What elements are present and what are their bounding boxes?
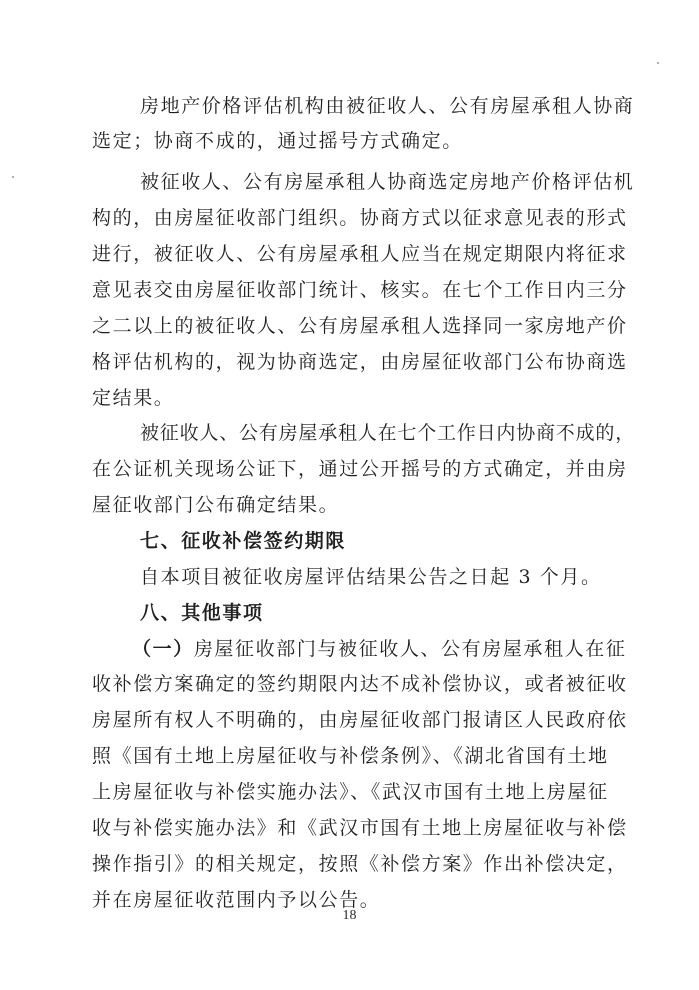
text-line: 意见表交由房屋征收部门统计、核实。在七个工作日内三分 bbox=[92, 279, 628, 301]
text-line: 照《国有土地上房屋征收与补偿条例》、《湖北省国有土地 bbox=[92, 745, 609, 767]
text-line: 上房屋征收与补偿实施办法》、《武汉市国有土地上房屋征 bbox=[92, 781, 609, 803]
text-line: 在公证机关现场公证下，通过公开摇号的方式确定，并由房 bbox=[92, 458, 628, 480]
text-line: 收与补偿实施办法》和《武汉市国有土地上房屋征收与补偿 bbox=[92, 817, 628, 839]
text-line: 之二以上的被征收人、公有房屋承租人选择同一家房地产价 bbox=[92, 315, 628, 337]
text-line: 并在房屋征收范围内予以公告。 bbox=[92, 889, 381, 911]
text-line: 收补偿方案确定的签约期限内达不成补偿协议，或者被征收 bbox=[92, 673, 628, 695]
text-line: 自本项目被征收房屋评估结果公告之日起 3 个月。 bbox=[140, 566, 602, 588]
text-line: 被征收人、公有房屋承租人协商选定房地产价格评估机 bbox=[140, 171, 635, 193]
text-line: 被征收人、公有房屋承租人在七个工作日内协商不成的， bbox=[140, 422, 636, 444]
text-line: 选定；协商不成的，通过摇号方式确定。 bbox=[92, 130, 463, 152]
scan-speck bbox=[657, 62, 659, 64]
text-line: 操作指引》的相关规定，按照《补偿方案》作出补偿决定， bbox=[92, 853, 628, 875]
item-text: 房屋征收部门与被征收人、公有房屋承租人在征 bbox=[193, 638, 627, 660]
text-line: 格评估机构的，视为协商选定，由房屋征收部门公布协商选 bbox=[92, 351, 628, 373]
text-line: 进行，被征收人、公有房屋承租人应当在规定期限内将征求 bbox=[92, 243, 628, 265]
text-line: 房地产价格评估机构由被征收人、公有房屋承租人协商 bbox=[140, 95, 635, 117]
item-label: （一） bbox=[132, 638, 194, 660]
scan-speck bbox=[12, 176, 14, 178]
text-line: 房屋所有权人不明确的，由房屋征收部门报请区人民政府依 bbox=[92, 709, 628, 731]
text-line bbox=[132, 636, 626, 662]
text-line: 构的，由房屋征收部门组织。协商方式以征求意见表的形式 bbox=[92, 207, 628, 229]
text-line: 定结果。 bbox=[92, 387, 175, 409]
page-number: 18 bbox=[342, 908, 357, 923]
text-line: 屋征收部门公布确定结果。 bbox=[92, 494, 340, 516]
section-heading: 七、征收补偿签约期限 bbox=[140, 530, 347, 552]
section-heading: 八、其他事项 bbox=[140, 602, 264, 624]
